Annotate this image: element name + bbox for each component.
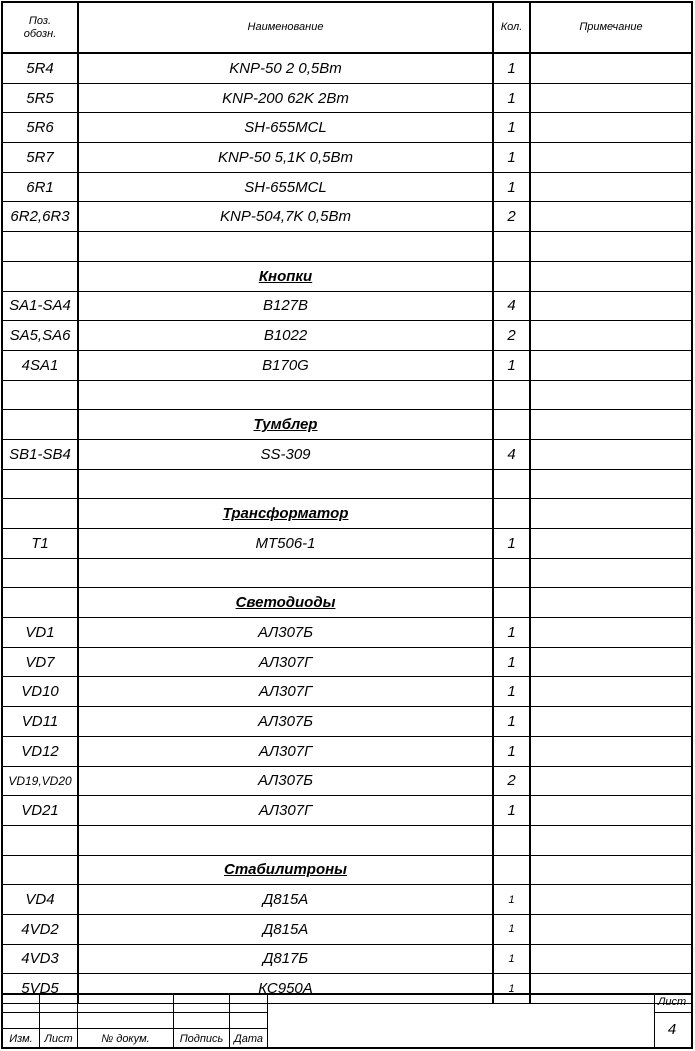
cell-note [530,439,691,469]
cell-position [3,588,78,618]
cell-quantity: 1 [493,143,530,173]
table-row [3,558,691,588]
section-title: Светодиоды [78,588,493,618]
stamp-row-line [654,1012,691,1013]
table-row [3,172,691,202]
cell-position: 5R7 [3,143,78,173]
cell-quantity: 1 [493,172,530,202]
cell-position: VD12 [3,736,78,766]
cell-quantity [493,469,530,499]
table-row [3,529,691,559]
cell-note [530,469,691,499]
cell-name: KNP-50 2 0,5Вт [78,53,493,83]
table-row [3,885,691,915]
cell-note [530,825,691,855]
cell-name: KNP-504,7K 0,5Вт [78,202,493,232]
table-header-row [3,3,691,53]
table-row [3,350,691,380]
stamp-row-line [3,1012,267,1013]
cell-quantity: 1 [493,885,530,915]
cell-name: АЛ307Г [78,736,493,766]
cell-position: 4VD3 [3,944,78,974]
table-row [3,796,691,826]
header-note: Примечание [530,3,691,53]
cell-position: VD1 [3,618,78,648]
cell-name: B127B [78,291,493,321]
cell-name [78,558,493,588]
cell-position: 4SA1 [3,350,78,380]
table-row [3,618,691,648]
cell-note [530,529,691,559]
specification-table [3,3,691,1004]
cell-note [530,885,691,915]
cell-quantity: 1 [493,974,530,1004]
section-title: Тумблер [78,410,493,440]
cell-quantity [493,232,530,262]
cell-position: SB1-SB4 [3,439,78,469]
cell-note [530,410,691,440]
cell-name: B1022 [78,321,493,351]
section-row [3,261,691,291]
stamp-list-label: Лист [44,1033,73,1045]
cell-note [530,647,691,677]
cell-quantity: 2 [493,202,530,232]
cell-position: 6R1 [3,172,78,202]
cell-quantity: 1 [493,53,530,83]
cell-note [530,172,691,202]
header-pos-line1: Поз. [28,14,52,27]
cell-name: SH-655MCL [78,172,493,202]
cell-position: 6R2,6R3 [3,202,78,232]
table-row [3,53,691,83]
cell-quantity: 2 [493,321,530,351]
cell-position [3,558,78,588]
cell-quantity: 1 [493,618,530,648]
cell-quantity: 1 [493,944,530,974]
table-row [3,944,691,974]
stamp-row-line [3,1028,267,1029]
header-pos [3,3,78,53]
cell-name: АЛ307Г [78,647,493,677]
cell-position: SA5,SA6 [3,321,78,351]
stamp-doc-label: № докум. [101,1033,150,1045]
cell-name [78,825,493,855]
cell-position: 5R5 [3,83,78,113]
cell-name: АЛ307Б [78,618,493,648]
cell-position: VD19,VD20 [3,766,78,796]
cell-note [530,53,691,83]
header-pos-line2: обозн. [23,27,57,40]
cell-quantity: 1 [493,677,530,707]
table-row [3,321,691,351]
section-title: Стабилитроны [78,855,493,885]
cell-name: B170G [78,350,493,380]
table-row [3,83,691,113]
cell-name: Д817Б [78,944,493,974]
cell-position: 5R4 [3,53,78,83]
cell-note [530,588,691,618]
cell-note [530,499,691,529]
cell-quantity: 2 [493,766,530,796]
cell-name: КС950А [78,974,493,1004]
cell-quantity: 1 [493,647,530,677]
table-row [3,677,691,707]
cell-position: VD4 [3,885,78,915]
cell-quantity: 1 [493,113,530,143]
stamp-sheet-number: 4 [667,1021,677,1038]
section-row [3,855,691,885]
cell-position [3,855,78,885]
cell-name [78,232,493,262]
cell-quantity: 1 [493,796,530,826]
cell-quantity [493,855,530,885]
cell-quantity: 4 [493,291,530,321]
cell-quantity: 1 [493,707,530,737]
cell-quantity [493,499,530,529]
cell-note [530,232,691,262]
cell-note [530,914,691,944]
cell-position [3,825,78,855]
cell-position [3,380,78,410]
table-row [3,736,691,766]
cell-note [530,261,691,291]
cell-name: KNP-50 5,1K 0,5Вт [78,143,493,173]
cell-name: АЛ307Б [78,766,493,796]
cell-name: MT506-1 [78,529,493,559]
cell-quantity: 1 [493,83,530,113]
table-row [3,707,691,737]
cell-position: 4VD2 [3,914,78,944]
cell-quantity [493,825,530,855]
cell-position: VD10 [3,677,78,707]
section-row [3,588,691,618]
cell-note [530,677,691,707]
cell-quantity [493,380,530,410]
cell-position [3,469,78,499]
specification-sheet [1,1,693,1049]
cell-quantity: 1 [493,350,530,380]
cell-note [530,736,691,766]
cell-note [530,855,691,885]
cell-position: VD11 [3,707,78,737]
table-row [3,825,691,855]
cell-note [530,350,691,380]
cell-name: Д815А [78,885,493,915]
cell-note [530,380,691,410]
cell-position [3,410,78,440]
section-row [3,410,691,440]
cell-note [530,558,691,588]
table-row [3,380,691,410]
cell-name [78,469,493,499]
cell-note [530,83,691,113]
cell-note [530,143,691,173]
cell-name: KNP-200 62K 2Вт [78,83,493,113]
cell-quantity: 1 [493,914,530,944]
stamp-divider [267,995,268,1047]
cell-quantity: 1 [493,529,530,559]
stamp-izm-label: Изм. [9,1033,33,1045]
cell-position [3,261,78,291]
table-row [3,113,691,143]
cell-quantity: 4 [493,439,530,469]
cell-name: АЛ307Г [78,677,493,707]
cell-note [530,796,691,826]
cell-position: 5VD5 [3,974,78,1004]
cell-name: АЛ307Г [78,796,493,826]
table-row [3,469,691,499]
section-title: Трансформатор [78,499,493,529]
stamp-date-label: Дата [233,1033,264,1045]
cell-note [530,707,691,737]
stamp-sheet-label: Лист [657,996,687,1008]
cell-note [530,766,691,796]
cell-note [530,321,691,351]
cell-note [530,944,691,974]
cell-position: VD21 [3,796,78,826]
cell-name: SS-309 [78,439,493,469]
table-row [3,232,691,262]
table-row [3,202,691,232]
header-qty: Кол. [493,3,530,53]
cell-note [530,618,691,648]
cell-name [78,380,493,410]
cell-note [530,113,691,143]
cell-quantity [493,261,530,291]
title-block [3,993,691,1047]
cell-position: VD7 [3,647,78,677]
table-row [3,914,691,944]
header-name: Наименование [78,3,493,53]
cell-note [530,291,691,321]
section-title: Кнопки [78,261,493,291]
cell-quantity [493,558,530,588]
cell-quantity [493,588,530,618]
cell-position: 5R6 [3,113,78,143]
table-row [3,291,691,321]
table-row [3,439,691,469]
section-row [3,499,691,529]
cell-name: АЛ307Б [78,707,493,737]
cell-note [530,202,691,232]
cell-name: Д815А [78,914,493,944]
cell-position: T1 [3,529,78,559]
cell-name: SH-655MCL [78,113,493,143]
cell-quantity: 1 [493,736,530,766]
cell-position [3,499,78,529]
table-row [3,143,691,173]
table-row [3,766,691,796]
table-row [3,647,691,677]
stamp-signature-label: Подпись [179,1033,224,1045]
cell-quantity [493,410,530,440]
cell-position [3,232,78,262]
cell-position: SA1-SA4 [3,291,78,321]
